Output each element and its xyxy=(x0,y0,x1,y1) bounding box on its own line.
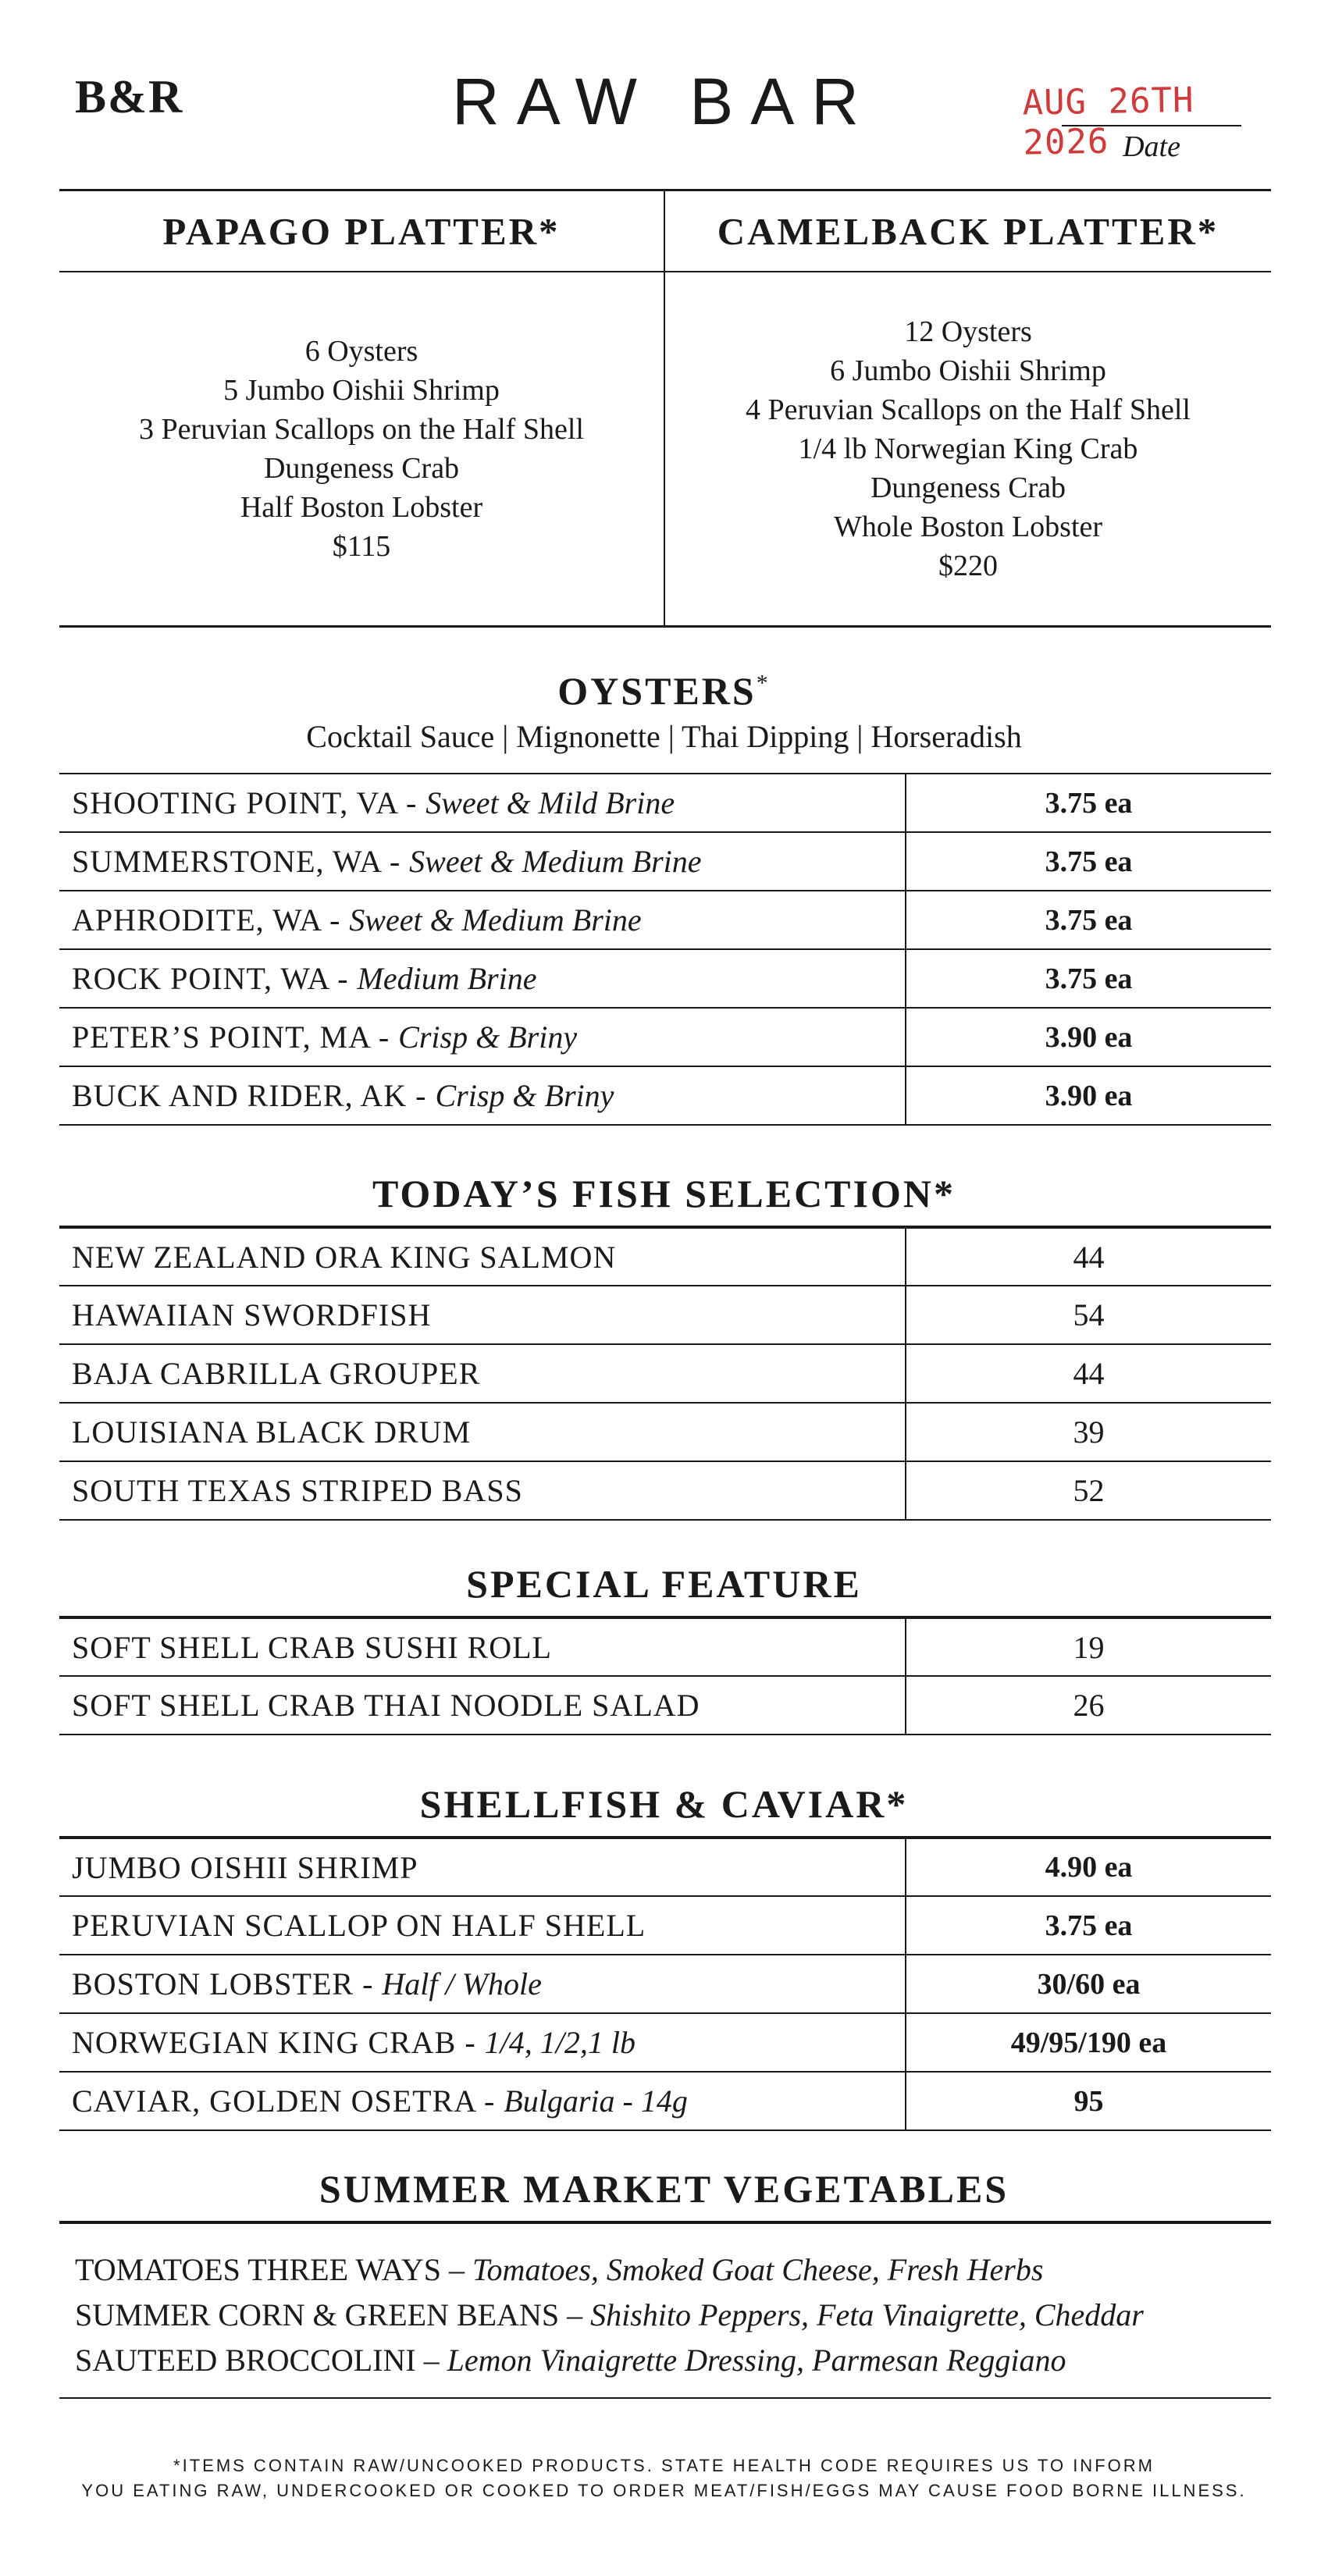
oysters-title-text: OYSTERS xyxy=(557,669,757,713)
platter-item: Dungeness Crab xyxy=(870,471,1066,504)
item-name: SOFT SHELL CRAB SUSHI ROLL xyxy=(59,1617,906,1676)
item-name: BOSTON LOBSTER - Half / Whole xyxy=(59,1955,906,2013)
item-name: BUCK AND RIDER, AK - Crisp & Briny xyxy=(59,1066,906,1125)
vegetables-list xyxy=(59,2221,1271,2399)
item-name: PERUVIAN SCALLOP ON HALF SHELL xyxy=(59,1896,906,1955)
platter-item: 12 Oysters xyxy=(904,315,1032,348)
table-row xyxy=(59,1955,1271,2013)
item-price: 3.75 ea xyxy=(906,832,1271,891)
item-name: NEW ZEALAND ORA KING SALMON xyxy=(59,1227,906,1286)
table-row xyxy=(59,1066,1271,1125)
item-name: PETER’S POINT, MA - Crisp & Briny xyxy=(59,1008,906,1066)
platter-papago xyxy=(59,191,665,625)
date-line xyxy=(1062,125,1241,126)
list-item: SAUTEED BROCCOLINI – Lemon Vinaigrette Dressing, Parmesan Reggiano xyxy=(75,2343,1066,2378)
platter-title: CAMELBACK PLATTER* xyxy=(665,191,1271,272)
table-row xyxy=(59,1008,1271,1066)
item-price: 19 xyxy=(906,1617,1271,1676)
table-row xyxy=(59,1461,1271,1520)
item-name: SUMMERSTONE, WA - Sweet & Medium Brine xyxy=(59,832,906,891)
table-row xyxy=(59,2013,1271,2072)
table-row xyxy=(59,891,1271,949)
fish-table xyxy=(59,1226,1271,1521)
item-price: 3.75 ea xyxy=(906,949,1271,1008)
platter-item: Half Boston Lobster xyxy=(240,491,483,524)
item-name: SOUTH TEXAS STRIPED BASS xyxy=(59,1461,906,1520)
table-row xyxy=(59,1403,1271,1461)
list-item: TOMATOES THREE WAYS – Tomatoes, Smoked Goat Cheese, Fresh Herbs xyxy=(75,2252,1044,2287)
item-name: NORWEGIAN KING CRAB - 1/4, 1/2,1 lb xyxy=(59,2013,906,2072)
item-price: 3.75 ea xyxy=(906,1896,1271,1955)
footnote-line: *ITEMS CONTAIN RAW/UNCOOKED PRODUCTS. STATE HEALTH CODE REQUIRES US TO INFORM xyxy=(173,2456,1155,2475)
table-row xyxy=(59,1344,1271,1403)
fish-title: TODAY’S FISH SELECTION* xyxy=(372,1172,956,1215)
platter-items xyxy=(665,272,1271,625)
table-row xyxy=(59,949,1271,1008)
table-row xyxy=(59,1617,1271,1676)
platter-title: PAPAGO PLATTER* xyxy=(59,191,664,272)
item-price: 30/60 ea xyxy=(906,1955,1271,2013)
item-price: 95 xyxy=(906,2072,1271,2130)
platter-item: 6 Jumbo Oishii Shrimp xyxy=(830,354,1106,387)
item-price: 44 xyxy=(906,1344,1271,1403)
shellfish-table xyxy=(59,1836,1271,2131)
platters xyxy=(59,189,1271,628)
item-name: SOFT SHELL CRAB THAI NOODLE SALAD xyxy=(59,1676,906,1735)
item-price: 26 xyxy=(906,1676,1271,1735)
table-row xyxy=(59,1286,1271,1344)
platter-item: Dungeness Crab xyxy=(263,452,460,485)
platter-price: $220 xyxy=(938,550,998,582)
item-name: APHRODITE, WA - Sweet & Medium Brine xyxy=(59,891,906,949)
oysters-table xyxy=(59,773,1271,1126)
item-price: 3.90 ea xyxy=(906,1066,1271,1125)
table-row xyxy=(59,1838,1271,1896)
platter-item: 1/4 lb Norwegian King Crab xyxy=(798,432,1138,465)
item-price: 44 xyxy=(906,1227,1271,1286)
item-price: 39 xyxy=(906,1403,1271,1461)
item-price: 3.90 ea xyxy=(906,1008,1271,1066)
item-name: BAJA CABRILLA GROUPER xyxy=(59,1344,906,1403)
item-price: 3.75 ea xyxy=(906,891,1271,949)
oysters-sauces: Cocktail Sauce | Mignonette | Thai Dipping | Horseradish xyxy=(306,719,1022,754)
table-row xyxy=(59,1676,1271,1735)
platter-item: Whole Boston Lobster xyxy=(833,511,1103,543)
oysters-title-mark: * xyxy=(756,670,771,696)
table-row xyxy=(59,774,1271,832)
item-price: 3.75 ea xyxy=(906,774,1271,832)
item-price: 54 xyxy=(906,1286,1271,1344)
item-name: CAVIAR, GOLDEN OSETRA - Bulgaria - 14g xyxy=(59,2072,906,2130)
table-row xyxy=(59,832,1271,891)
item-name: ROCK POINT, WA - Medium Brine xyxy=(59,949,906,1008)
item-name: LOUISIANA BLACK DRUM xyxy=(59,1403,906,1461)
item-name: HAWAIIAN SWORDFISH xyxy=(59,1286,906,1344)
item-price: 49/95/190 ea xyxy=(906,2013,1271,2072)
item-price: 52 xyxy=(906,1461,1271,1520)
platter-items xyxy=(59,272,664,625)
platter-item: 6 Oysters xyxy=(304,335,418,368)
item-price: 4.90 ea xyxy=(906,1838,1271,1896)
item-name: JUMBO OISHII SHRIMP xyxy=(59,1838,906,1896)
page-title: RAW BAR xyxy=(452,65,876,138)
platter-item: 3 Peruvian Scallops on the Half Shell xyxy=(139,413,584,446)
shellfish-title: SHELLFISH & CAVIAR* xyxy=(419,1782,909,1826)
platter-camelback xyxy=(665,191,1271,625)
list-item: SUMMER CORN & GREEN BEANS – Shishito Peppers, Feta Vinaigrette, Cheddar xyxy=(75,2297,1144,2332)
special-title: SPECIAL FEATURE xyxy=(466,1562,862,1606)
vegetables-title: SUMMER MARKET VEGETABLES xyxy=(319,2167,1009,2211)
date-stamp: AUG 26TH 2026 xyxy=(1022,80,1194,163)
platter-item: 4 Peruvian Scallops on the Half Shell xyxy=(746,393,1191,426)
platter-price: $115 xyxy=(332,530,391,563)
table-row xyxy=(59,1227,1271,1286)
table-row xyxy=(59,2072,1271,2130)
oysters-title xyxy=(0,668,1328,713)
footnote xyxy=(0,2453,1328,2503)
footnote-line: YOU EATING RAW, UNDERCOOKED OR COOKED TO ORDER MEAT/FISH/EGGS MAY CAUSE FOOD BORNE ILLNESS. xyxy=(81,2481,1247,2500)
date-label: Date xyxy=(1123,130,1180,163)
table-row xyxy=(59,1896,1271,1955)
logo: B&R xyxy=(75,71,184,123)
item-name: SHOOTING POINT, VA - Sweet & Mild Brine xyxy=(59,774,906,832)
special-table xyxy=(59,1616,1271,1735)
platter-item: 5 Jumbo Oishii Shrimp xyxy=(223,374,500,407)
